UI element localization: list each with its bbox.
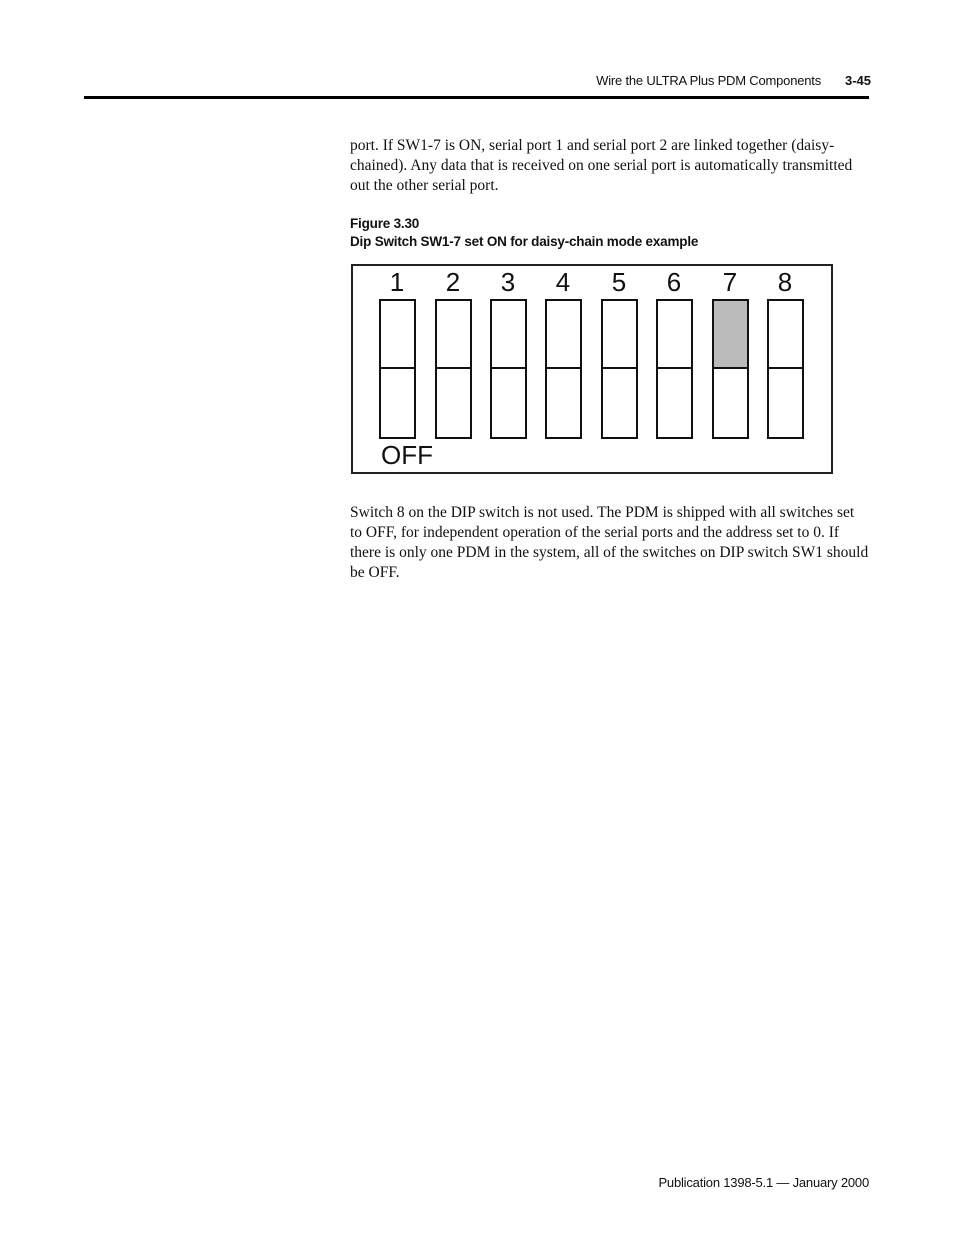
dip-switch-7 — [712, 299, 749, 439]
dip-switch-3 — [490, 299, 527, 439]
switch-divider — [714, 367, 747, 369]
body-paragraph-2: Switch 8 on the DIP switch is not used. The PDM is shipped with all switches set to OFF, for independent operation of the serial ports and the address set to 0. If there is only one PDM in the system, all of the switches on DIP switch SW1 should be OFF. — [350, 504, 869, 581]
switch-knob-6 — [658, 301, 691, 367]
switch-divider — [547, 367, 580, 369]
switch-divider — [492, 367, 525, 369]
switch-knob-3 — [492, 301, 525, 367]
switch-number-4: 4 — [555, 267, 571, 297]
dip-switch-6 — [656, 299, 693, 439]
dip-switch-1 — [379, 299, 416, 439]
switch-number-2: 2 — [445, 267, 461, 297]
switch-number-7: 7 — [722, 267, 738, 297]
switch-divider — [769, 367, 802, 369]
header-section-title: Wire the ULTRA Plus PDM Components — [596, 73, 821, 88]
switch-divider — [658, 367, 691, 369]
switch-number-6: 6 — [666, 267, 682, 297]
footer-publication: Publication 1398-5.1 — January 2000 — [658, 1175, 869, 1190]
switch-number-5: 5 — [611, 267, 627, 297]
switch-number-1: 1 — [389, 267, 405, 297]
switch-knob-5 — [603, 301, 636, 367]
switch-number-3: 3 — [500, 267, 516, 297]
switch-divider — [437, 367, 470, 369]
dip-switch-8 — [767, 299, 804, 439]
dip-switch-5 — [601, 299, 638, 439]
header-page-number: 3-45 — [845, 73, 872, 88]
body-paragraph-1: port. If SW1-7 is ON, serial port 1 and serial port 2 are linked together (daisy-chained). Any data that is received on one serial port is automatically transmitted out the other serial port. — [350, 137, 853, 194]
header-rule — [84, 96, 869, 99]
switch-knob-1 — [381, 301, 414, 367]
switch-number-8: 8 — [777, 267, 793, 297]
off-label: OFF — [381, 440, 433, 470]
switch-knob-8 — [769, 301, 802, 367]
switch-knob-2 — [437, 301, 470, 367]
figure-label: Figure 3.30 — [350, 216, 420, 231]
dip-switch-4 — [545, 299, 582, 439]
figure-caption: Dip Switch SW1-7 set ON for daisy-chain mode example — [350, 234, 699, 249]
switch-divider — [381, 367, 414, 369]
dip-switch-2 — [435, 299, 472, 439]
switch-knob-7 — [714, 301, 747, 367]
switch-knob-4 — [547, 301, 580, 367]
switch-divider — [603, 367, 636, 369]
